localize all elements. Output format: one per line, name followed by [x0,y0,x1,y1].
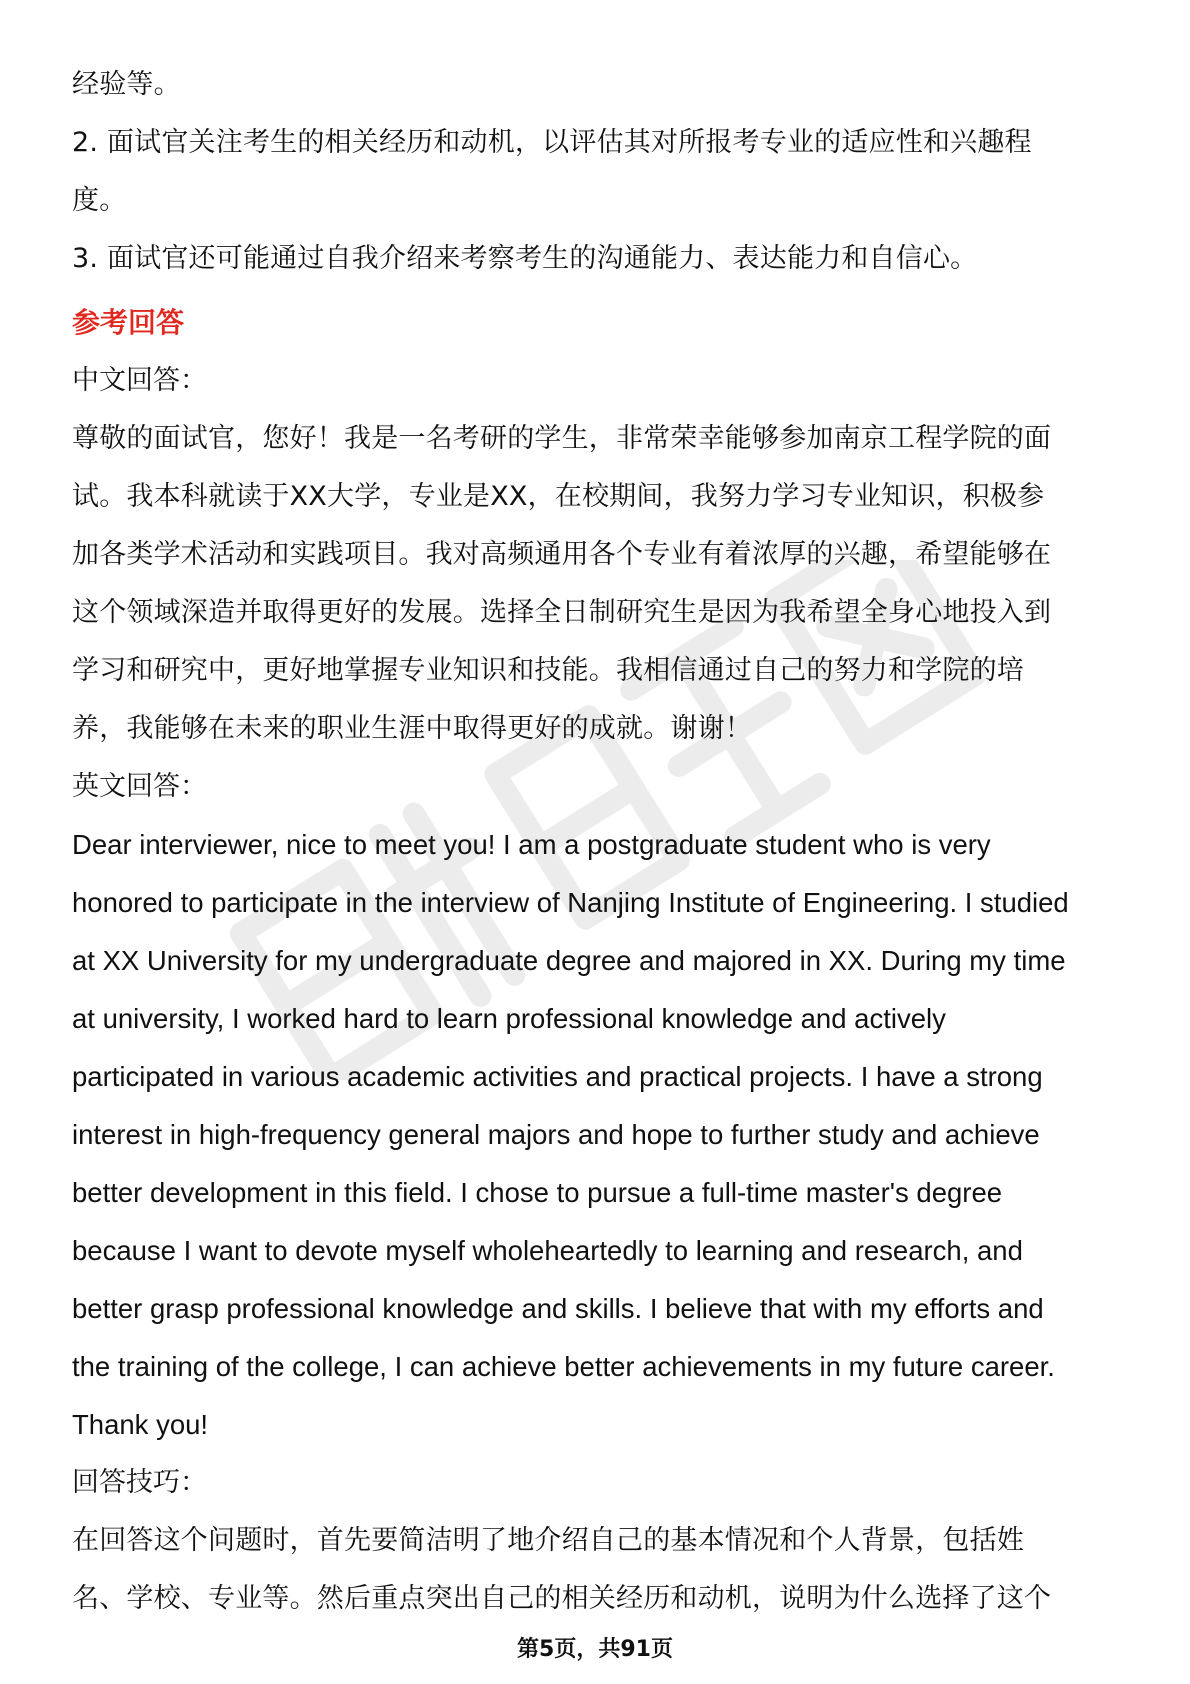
english-answer-line: interest in high-frequency general majors and hope to further study and achieve [72,1119,1040,1150]
chinese-answer-line: 养，我能够在未来的职业生涯中取得更好的成就。谢谢！ [72,713,752,744]
chinese-answer-line: 加各类学术活动和实践项目。我对高频通用各个专业有着浓厚的兴趣，希望能够在 [72,539,1052,570]
paragraph-line: 经验等。 [72,69,181,100]
page-number-footer: 第5页，共91页 [517,1637,673,1662]
chinese-answer-line: 这个领域深造并取得更好的发展。选择全日制研究生是因为我希望全身心地投入到 [72,597,1052,628]
chinese-answer-label: 中文回答： [72,365,207,396]
answer-tips-line: 在回答这个问题时，首先要简洁明了地介绍自己的基本情况和个人背景，包括姓 [72,1525,1024,1556]
chinese-answer-line: 学习和研究中，更好地掌握专业知识和技能。我相信通过自己的努力和学院的培 [72,655,1024,686]
paragraph-line: 3. 面试官还可能通过自我介绍来考察考生的沟通能力、表达能力和自信心。 [72,243,978,274]
paragraph-line: 度。 [72,185,127,216]
english-answer-line: Thank you! [72,1409,209,1440]
english-answer-label: 英文回答： [72,771,207,802]
english-answer-line: better development in this field. I chose to pursue a full-time master's degree [72,1177,1003,1208]
answer-tips-label: 回答技巧： [72,1467,207,1498]
paragraph-line: 2. 面试官关注考生的相关经历和动机，以评估其对所报考专业的适应性和兴趣程 [72,127,1032,158]
chinese-answer-line: 试。我本科就读于XX大学，专业是XX，在校期间，我努力学习专业知识，积极参 [72,481,1045,512]
english-answer-line: because I want to devote myself wholeheartedly to learning and research, and [72,1235,1023,1266]
english-answer-line: better grasp professional knowledge and skills. I believe that with my efforts and [72,1293,1044,1324]
english-answer-line: participated in various academic activities and practical projects. I have a strong [72,1061,1043,1092]
answer-tips-line: 名、学校、专业等。然后重点突出自己的相关经历和动机，说明为什么选择了这个 [72,1583,1052,1614]
english-answer-line: the training of the college, I can achieve better achievements in my future career. [72,1351,1055,1382]
document-page [72,56,1122,1628]
english-answer-line: honored to participate in the interview of Nanjing Institute of Engineering. I studied [72,887,1069,918]
section-heading: 参考回答 [72,306,185,339]
chinese-answer-line: 尊敬的面试官，您好！我是一名考研的学生，非常荣幸能够参加南京工程学院的面 [72,423,1052,454]
english-answer-line: Dear interviewer, nice to meet you! I am a postgraduate student who is very [72,829,991,860]
english-answer-line: at university, I worked hard to learn professional knowledge and actively [72,1003,946,1034]
english-answer-line: at XX University for my undergraduate degree and majored in XX. During my time [72,945,1066,976]
